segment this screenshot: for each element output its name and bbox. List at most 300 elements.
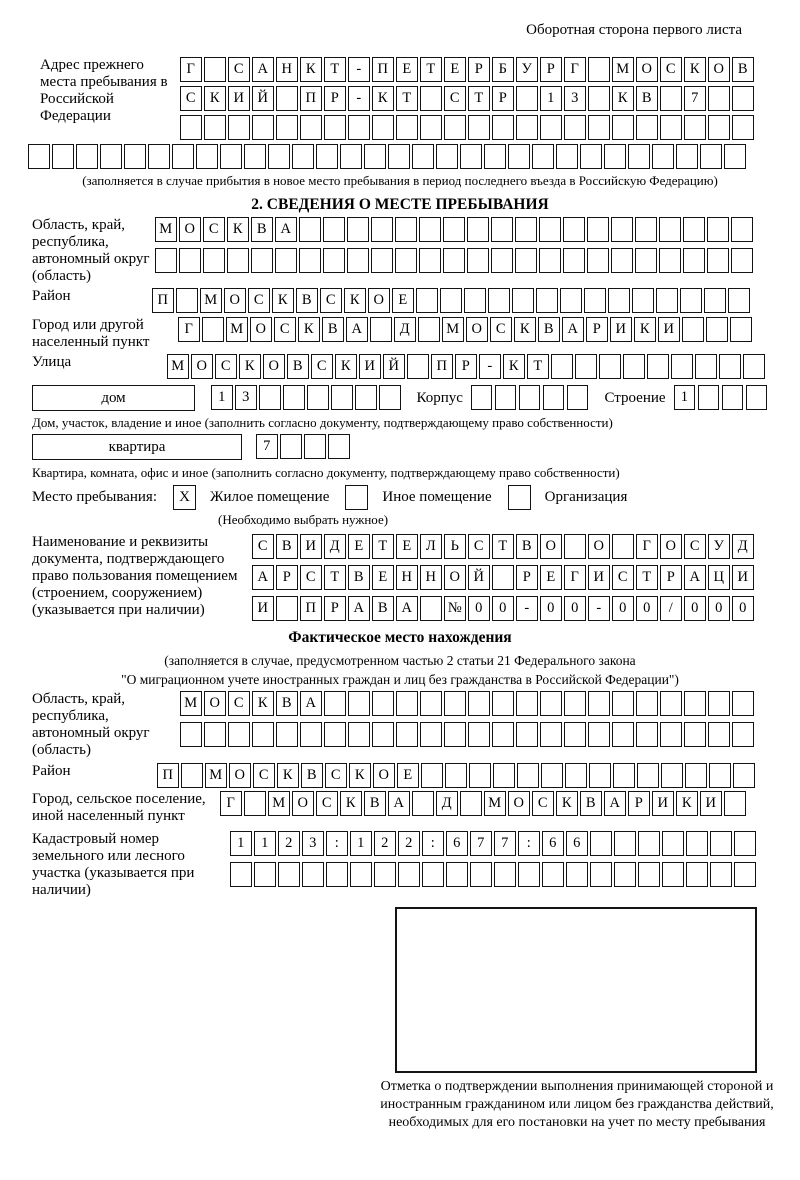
char-cell[interactable]: С	[612, 565, 634, 590]
char-cell[interactable]	[519, 385, 541, 410]
char-cell[interactable]: Е	[396, 534, 418, 559]
char-cell[interactable]: К	[634, 317, 656, 342]
char-cell[interactable]	[612, 691, 634, 716]
char-cell[interactable]	[684, 722, 706, 747]
char-cell[interactable]: Е	[397, 763, 419, 788]
char-cell[interactable]	[443, 248, 465, 273]
char-cell[interactable]: 6	[566, 831, 588, 856]
char-cell[interactable]: С	[274, 317, 296, 342]
char-cell[interactable]	[172, 144, 194, 169]
char-cell[interactable]	[565, 763, 587, 788]
char-cell[interactable]	[536, 288, 558, 313]
char-cell[interactable]: В	[287, 354, 309, 379]
char-cell[interactable]	[276, 115, 298, 140]
char-cell[interactable]	[719, 354, 741, 379]
char-cell[interactable]	[564, 691, 586, 716]
char-cell[interactable]: Р	[324, 596, 346, 621]
char-cell[interactable]	[259, 385, 281, 410]
char-cell[interactable]	[662, 862, 684, 887]
char-cell[interactable]	[371, 248, 393, 273]
char-cell[interactable]	[613, 763, 635, 788]
char-cell[interactable]: С	[252, 534, 274, 559]
char-cell[interactable]	[516, 722, 538, 747]
char-cell[interactable]: 0	[468, 596, 490, 621]
char-cell[interactable]: Е	[396, 57, 418, 82]
char-cell[interactable]	[632, 288, 654, 313]
char-cell[interactable]: 0	[540, 596, 562, 621]
char-cell[interactable]	[540, 115, 562, 140]
char-cell[interactable]	[370, 317, 392, 342]
char-cell[interactable]: И	[252, 596, 274, 621]
char-cell[interactable]: С	[180, 86, 202, 111]
char-cell[interactable]: 1	[674, 385, 696, 410]
char-cell[interactable]	[733, 763, 755, 788]
char-cell[interactable]: И	[228, 86, 250, 111]
char-cell[interactable]	[283, 385, 305, 410]
char-cell[interactable]: 1	[540, 86, 562, 111]
char-cell[interactable]: 0	[732, 596, 754, 621]
char-cell[interactable]: 6	[446, 831, 468, 856]
char-cell[interactable]	[647, 354, 669, 379]
char-cell[interactable]	[638, 831, 660, 856]
char-cell[interactable]	[446, 862, 468, 887]
char-cell[interactable]: Т	[324, 565, 346, 590]
char-cell[interactable]	[731, 217, 753, 242]
char-cell[interactable]	[491, 217, 513, 242]
char-cell[interactable]: №	[444, 596, 466, 621]
char-cell[interactable]	[695, 354, 717, 379]
char-cell[interactable]: 7	[494, 831, 516, 856]
char-cell[interactable]	[302, 862, 324, 887]
char-cell[interactable]	[445, 763, 467, 788]
char-cell[interactable]	[227, 248, 249, 273]
char-cell[interactable]	[420, 691, 442, 716]
char-cell[interactable]	[611, 217, 633, 242]
char-cell[interactable]: К	[344, 288, 366, 313]
char-cell[interactable]	[347, 217, 369, 242]
char-cell[interactable]	[732, 722, 754, 747]
char-cell[interactable]: Р	[516, 565, 538, 590]
char-cell[interactable]: П	[300, 596, 322, 621]
char-cell[interactable]	[551, 354, 573, 379]
char-cell[interactable]: Т	[527, 354, 549, 379]
char-cell[interactable]: Г	[178, 317, 200, 342]
char-cell[interactable]: О	[263, 354, 285, 379]
char-cell[interactable]	[203, 248, 225, 273]
char-cell[interactable]: Ь	[444, 534, 466, 559]
char-cell[interactable]: С	[490, 317, 512, 342]
char-cell[interactable]	[220, 144, 242, 169]
char-cell[interactable]	[564, 115, 586, 140]
char-cell[interactable]	[372, 115, 394, 140]
char-cell[interactable]	[416, 288, 438, 313]
char-cell[interactable]	[374, 862, 396, 887]
char-cell[interactable]: Г	[220, 791, 242, 816]
char-cell[interactable]: 3	[302, 831, 324, 856]
char-cell[interactable]: О	[508, 791, 530, 816]
char-cell[interactable]: О	[250, 317, 272, 342]
char-cell[interactable]	[587, 217, 609, 242]
char-cell[interactable]: Е	[348, 534, 370, 559]
char-cell[interactable]: Р	[276, 565, 298, 590]
char-cell[interactable]	[588, 86, 610, 111]
char-cell[interactable]: О	[373, 763, 395, 788]
char-cell[interactable]	[420, 115, 442, 140]
char-cell[interactable]	[707, 248, 729, 273]
char-cell[interactable]: О	[292, 791, 314, 816]
char-cell[interactable]	[468, 691, 490, 716]
char-cell[interactable]: К	[684, 57, 706, 82]
char-cell[interactable]	[421, 763, 443, 788]
char-cell[interactable]	[517, 763, 539, 788]
char-cell[interactable]: /	[660, 596, 682, 621]
char-cell[interactable]	[660, 722, 682, 747]
char-cell[interactable]	[564, 722, 586, 747]
char-cell[interactable]	[516, 86, 538, 111]
char-cell[interactable]	[564, 534, 586, 559]
char-cell[interactable]: 0	[684, 596, 706, 621]
char-cell[interactable]	[395, 217, 417, 242]
char-cell[interactable]: Е	[444, 57, 466, 82]
char-cell[interactable]: О	[229, 763, 251, 788]
char-cell[interactable]	[179, 248, 201, 273]
char-cell[interactable]	[588, 115, 610, 140]
char-cell[interactable]: Г	[564, 565, 586, 590]
char-cell[interactable]	[28, 144, 50, 169]
char-cell[interactable]	[331, 385, 353, 410]
char-cell[interactable]: К	[239, 354, 261, 379]
char-cell[interactable]: П	[300, 86, 322, 111]
char-cell[interactable]: М	[268, 791, 290, 816]
char-cell[interactable]: 7	[470, 831, 492, 856]
char-cell[interactable]	[710, 862, 732, 887]
char-cell[interactable]	[652, 144, 674, 169]
char-cell[interactable]: А	[396, 596, 418, 621]
char-cell[interactable]	[563, 217, 585, 242]
char-cell[interactable]: Т	[372, 534, 394, 559]
char-cell[interactable]	[508, 144, 530, 169]
char-cell[interactable]	[590, 831, 612, 856]
char-cell[interactable]	[419, 217, 441, 242]
char-cell[interactable]: С	[444, 86, 466, 111]
char-cell[interactable]	[659, 248, 681, 273]
char-cell[interactable]: В	[301, 763, 323, 788]
char-cell[interactable]: Й	[383, 354, 405, 379]
char-cell[interactable]	[660, 86, 682, 111]
char-cell[interactable]: Л	[420, 534, 442, 559]
char-cell[interactable]: С	[660, 57, 682, 82]
char-cell[interactable]	[614, 831, 636, 856]
char-cell[interactable]: В	[348, 565, 370, 590]
char-cell[interactable]: Р	[455, 354, 477, 379]
char-cell[interactable]: 3	[235, 385, 257, 410]
char-cell[interactable]: С	[684, 534, 706, 559]
char-cell[interactable]	[244, 144, 266, 169]
char-cell[interactable]: В	[276, 691, 298, 716]
char-cell[interactable]: С	[248, 288, 270, 313]
char-cell[interactable]: Е	[392, 288, 414, 313]
char-cell[interactable]	[372, 722, 394, 747]
char-cell[interactable]	[364, 144, 386, 169]
char-cell[interactable]: К	[204, 86, 226, 111]
char-cell[interactable]	[484, 144, 506, 169]
char-cell[interactable]: Н	[396, 565, 418, 590]
char-cell[interactable]: К	[514, 317, 536, 342]
char-cell[interactable]	[340, 144, 362, 169]
char-cell[interactable]: 1	[211, 385, 233, 410]
char-cell[interactable]	[656, 288, 678, 313]
char-cell[interactable]	[326, 862, 348, 887]
char-cell[interactable]: 0	[708, 596, 730, 621]
char-cell[interactable]	[518, 862, 540, 887]
char-cell[interactable]	[608, 288, 630, 313]
char-cell[interactable]	[323, 248, 345, 273]
residential-checkbox[interactable]: X	[173, 485, 196, 510]
char-cell[interactable]	[471, 385, 493, 410]
char-cell[interactable]	[176, 288, 198, 313]
char-cell[interactable]: П	[152, 288, 174, 313]
char-cell[interactable]: Т	[324, 57, 346, 82]
char-cell[interactable]: Р	[324, 86, 346, 111]
char-cell[interactable]	[580, 144, 602, 169]
char-cell[interactable]: А	[684, 565, 706, 590]
char-cell[interactable]: Р	[628, 791, 650, 816]
char-cell[interactable]: О	[466, 317, 488, 342]
char-cell[interactable]	[292, 144, 314, 169]
char-cell[interactable]	[418, 317, 440, 342]
char-cell[interactable]	[636, 691, 658, 716]
char-cell[interactable]: 1	[350, 831, 372, 856]
char-cell[interactable]	[539, 217, 561, 242]
char-cell[interactable]: И	[658, 317, 680, 342]
char-cell[interactable]	[708, 86, 730, 111]
char-cell[interactable]: О	[540, 534, 562, 559]
char-cell[interactable]	[732, 86, 754, 111]
char-cell[interactable]	[443, 217, 465, 242]
char-cell[interactable]: И	[732, 565, 754, 590]
char-cell[interactable]: С	[325, 763, 347, 788]
char-cell[interactable]	[307, 385, 329, 410]
char-cell[interactable]	[396, 115, 418, 140]
char-cell[interactable]	[420, 596, 442, 621]
char-cell[interactable]: К	[252, 691, 274, 716]
char-cell[interactable]	[276, 86, 298, 111]
char-cell[interactable]	[584, 288, 606, 313]
char-cell[interactable]	[704, 288, 726, 313]
char-cell[interactable]: 2	[374, 831, 396, 856]
char-cell[interactable]	[683, 217, 705, 242]
char-cell[interactable]	[731, 248, 753, 273]
char-cell[interactable]	[412, 791, 434, 816]
char-cell[interactable]	[278, 862, 300, 887]
char-cell[interactable]: М	[155, 217, 177, 242]
char-cell[interactable]	[623, 354, 645, 379]
char-cell[interactable]: С	[253, 763, 275, 788]
char-cell[interactable]	[440, 288, 462, 313]
char-cell[interactable]	[662, 831, 684, 856]
char-cell[interactable]: 1	[230, 831, 252, 856]
char-cell[interactable]: Р	[586, 317, 608, 342]
char-cell[interactable]	[494, 862, 516, 887]
char-cell[interactable]	[567, 385, 589, 410]
char-cell[interactable]: К	[335, 354, 357, 379]
char-cell[interactable]	[492, 115, 514, 140]
char-cell[interactable]	[612, 722, 634, 747]
char-cell[interactable]	[539, 248, 561, 273]
char-cell[interactable]: С	[215, 354, 237, 379]
char-cell[interactable]: 2	[278, 831, 300, 856]
char-cell[interactable]: М	[612, 57, 634, 82]
char-cell[interactable]	[254, 862, 276, 887]
char-cell[interactable]	[76, 144, 98, 169]
char-cell[interactable]	[379, 385, 401, 410]
char-cell[interactable]: -	[348, 86, 370, 111]
char-cell[interactable]	[316, 144, 338, 169]
char-cell[interactable]	[348, 115, 370, 140]
char-cell[interactable]: К	[349, 763, 371, 788]
char-cell[interactable]	[708, 722, 730, 747]
char-cell[interactable]	[635, 217, 657, 242]
char-cell[interactable]	[464, 288, 486, 313]
char-cell[interactable]	[436, 144, 458, 169]
char-cell[interactable]: С	[228, 691, 250, 716]
char-cell[interactable]	[637, 763, 659, 788]
char-cell[interactable]: Д	[324, 534, 346, 559]
char-cell[interactable]: Р	[468, 57, 490, 82]
char-cell[interactable]	[684, 691, 706, 716]
char-cell[interactable]: К	[277, 763, 299, 788]
char-cell[interactable]: О	[368, 288, 390, 313]
char-cell[interactable]: Т	[396, 86, 418, 111]
char-cell[interactable]	[728, 288, 750, 313]
char-cell[interactable]	[398, 862, 420, 887]
char-cell[interactable]	[680, 288, 702, 313]
char-cell[interactable]: -	[516, 596, 538, 621]
char-cell[interactable]: А	[388, 791, 410, 816]
char-cell[interactable]: М	[442, 317, 464, 342]
char-cell[interactable]: 7	[684, 86, 706, 111]
char-cell[interactable]	[636, 115, 658, 140]
char-cell[interactable]: А	[275, 217, 297, 242]
char-cell[interactable]	[460, 791, 482, 816]
char-cell[interactable]: -	[479, 354, 501, 379]
char-cell[interactable]	[155, 248, 177, 273]
char-cell[interactable]: В	[364, 791, 386, 816]
char-cell[interactable]	[636, 722, 658, 747]
char-cell[interactable]	[495, 385, 517, 410]
char-cell[interactable]	[590, 862, 612, 887]
char-cell[interactable]: Д	[394, 317, 416, 342]
char-cell[interactable]	[100, 144, 122, 169]
char-cell[interactable]: Д	[732, 534, 754, 559]
char-cell[interactable]: К	[272, 288, 294, 313]
char-cell[interactable]: К	[298, 317, 320, 342]
char-cell[interactable]: К	[340, 791, 362, 816]
char-cell[interactable]	[204, 722, 226, 747]
char-cell[interactable]	[611, 248, 633, 273]
char-cell[interactable]	[587, 248, 609, 273]
char-cell[interactable]: М	[180, 691, 202, 716]
char-cell[interactable]: Г	[636, 534, 658, 559]
char-cell[interactable]	[709, 763, 731, 788]
char-cell[interactable]	[275, 248, 297, 273]
char-cell[interactable]: Ц	[708, 565, 730, 590]
char-cell[interactable]: О	[204, 691, 226, 716]
char-cell[interactable]	[407, 354, 429, 379]
char-cell[interactable]: 0	[612, 596, 634, 621]
char-cell[interactable]	[516, 691, 538, 716]
char-cell[interactable]	[732, 115, 754, 140]
char-cell[interactable]	[299, 217, 321, 242]
char-cell[interactable]	[268, 144, 290, 169]
char-cell[interactable]: Н	[276, 57, 298, 82]
char-cell[interactable]	[276, 722, 298, 747]
char-cell[interactable]	[252, 722, 274, 747]
char-cell[interactable]: О	[636, 57, 658, 82]
char-cell[interactable]: 6	[542, 831, 564, 856]
char-cell[interactable]	[52, 144, 74, 169]
char-cell[interactable]: 7	[256, 434, 278, 459]
char-cell[interactable]: Г	[180, 57, 202, 82]
char-cell[interactable]: О	[191, 354, 213, 379]
char-cell[interactable]	[730, 317, 752, 342]
char-cell[interactable]	[488, 288, 510, 313]
char-cell[interactable]: :	[518, 831, 540, 856]
char-cell[interactable]	[420, 722, 442, 747]
char-cell[interactable]	[196, 144, 218, 169]
char-cell[interactable]	[708, 691, 730, 716]
char-cell[interactable]	[722, 385, 744, 410]
char-cell[interactable]: Г	[564, 57, 586, 82]
char-cell[interactable]: :	[326, 831, 348, 856]
char-cell[interactable]	[734, 831, 756, 856]
char-cell[interactable]	[566, 862, 588, 887]
char-cell[interactable]: А	[346, 317, 368, 342]
char-cell[interactable]	[324, 722, 346, 747]
char-cell[interactable]: К	[227, 217, 249, 242]
char-cell[interactable]	[575, 354, 597, 379]
char-cell[interactable]	[181, 763, 203, 788]
char-cell[interactable]	[230, 862, 252, 887]
char-cell[interactable]	[180, 722, 202, 747]
char-cell[interactable]: М	[205, 763, 227, 788]
char-cell[interactable]	[347, 248, 369, 273]
char-cell[interactable]: В	[372, 596, 394, 621]
char-cell[interactable]: В	[251, 217, 273, 242]
char-cell[interactable]	[708, 115, 730, 140]
char-cell[interactable]: К	[676, 791, 698, 816]
char-cell[interactable]: О	[708, 57, 730, 82]
char-cell[interactable]: В	[538, 317, 560, 342]
char-cell[interactable]: 0	[564, 596, 586, 621]
char-cell[interactable]: К	[372, 86, 394, 111]
char-cell[interactable]	[419, 248, 441, 273]
char-cell[interactable]	[724, 144, 746, 169]
char-cell[interactable]	[355, 385, 377, 410]
char-cell[interactable]: А	[604, 791, 626, 816]
char-cell[interactable]	[512, 288, 534, 313]
char-cell[interactable]: И	[700, 791, 722, 816]
char-cell[interactable]	[491, 248, 513, 273]
char-cell[interactable]	[324, 691, 346, 716]
char-cell[interactable]: 0	[492, 596, 514, 621]
char-cell[interactable]: И	[359, 354, 381, 379]
char-cell[interactable]	[686, 862, 708, 887]
char-cell[interactable]	[492, 565, 514, 590]
char-cell[interactable]: С	[203, 217, 225, 242]
char-cell[interactable]	[468, 722, 490, 747]
char-cell[interactable]	[276, 596, 298, 621]
